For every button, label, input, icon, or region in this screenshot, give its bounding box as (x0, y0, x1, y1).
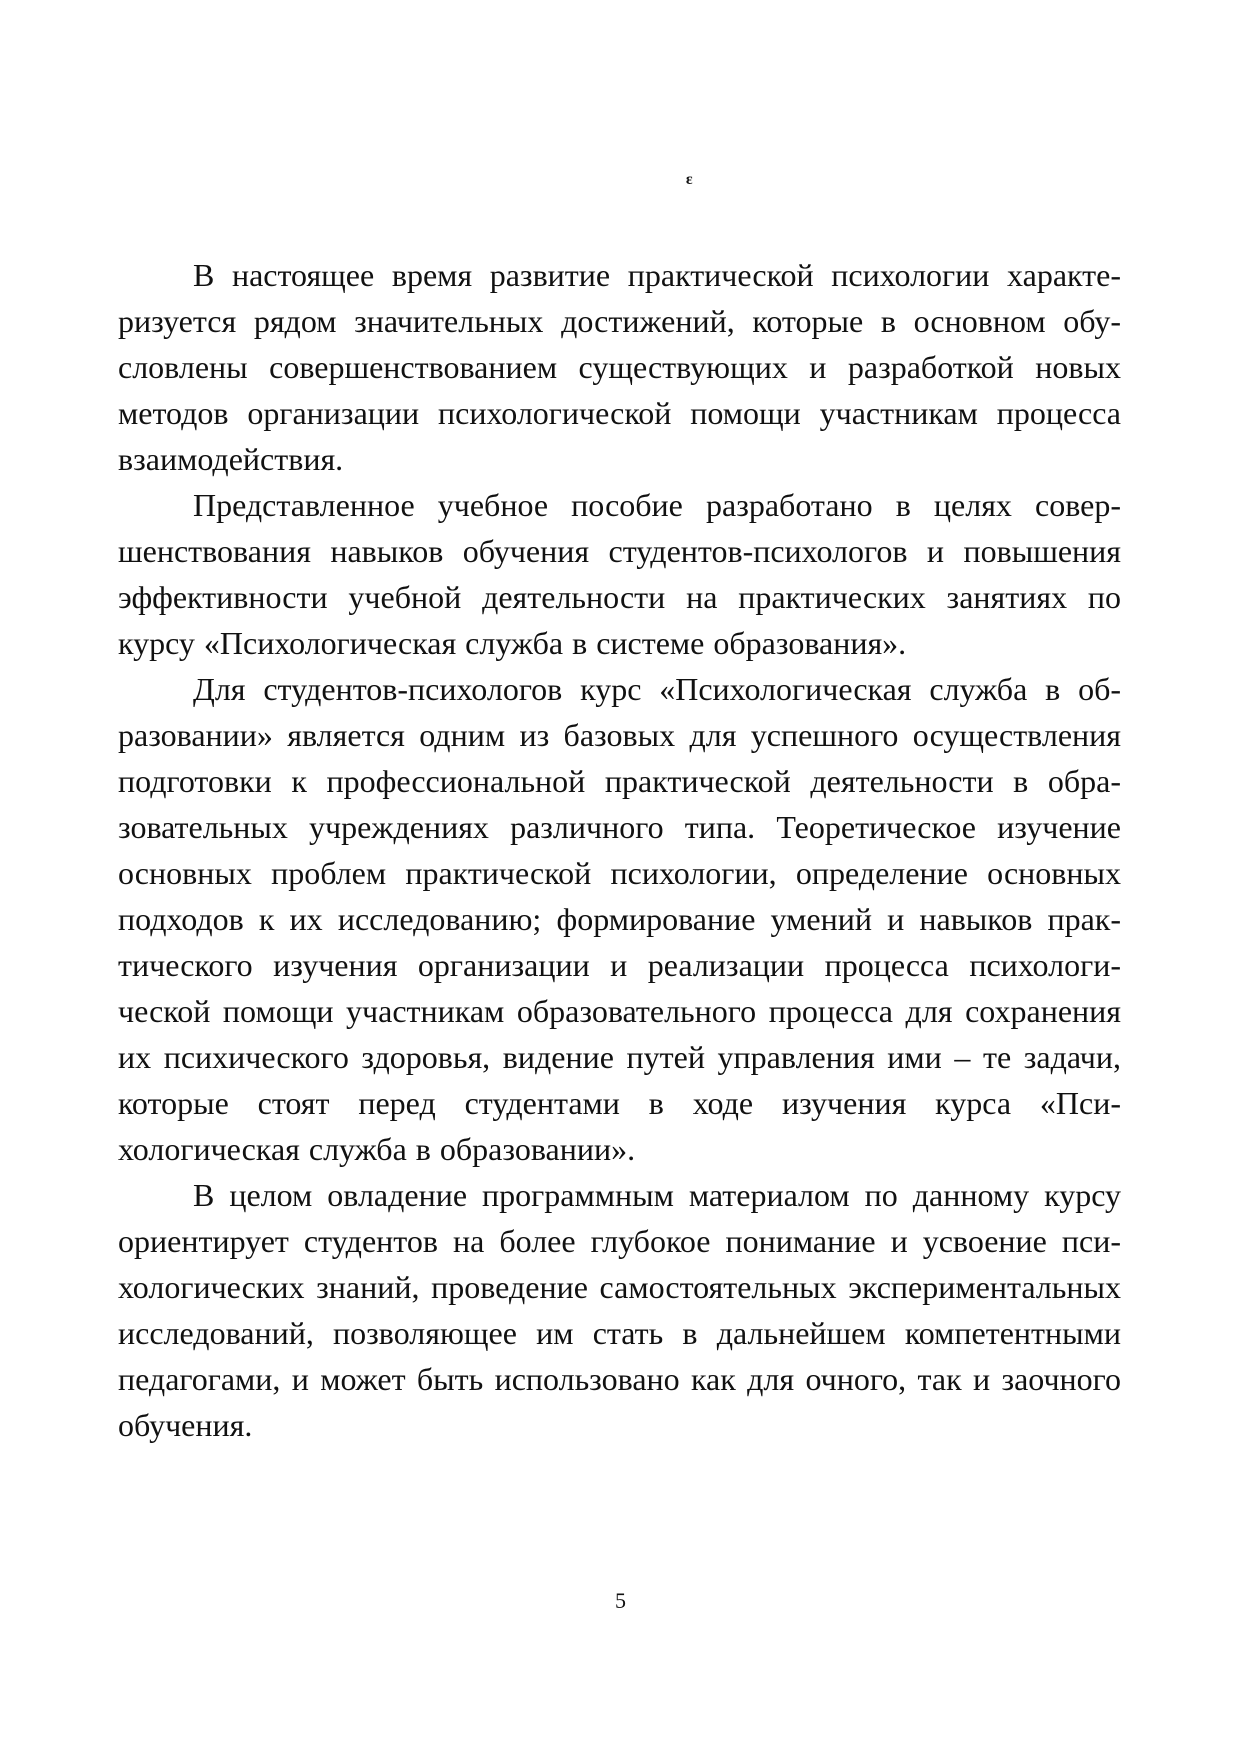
header-mark: ᵋ (686, 168, 693, 197)
page-number: 5 (615, 1588, 626, 1613)
paragraph-2: Представленное учебное пособие разработано в целях совершенствования навыков обучения студентов-психологов и повышения эффективности учебной деятельности на практических занятиях по курсу «Психологическая служба в системе образования». (118, 487, 1121, 661)
paragraph-4: В целом овладение программным материалом по данному курсу ориентирует студентов на более глубокое понимание и усвоение психологических знаний, проведение самостоятельных экспериментальных исследований, позволяющее им стать в дальнейшем компетентными педагогами, и может быть использовано как для очного, так и заочного обучения. (118, 1177, 1121, 1443)
paragraph-1: В настоящее время развитие практической психологии характеризуется рядом значительных достижений, которые в основном обусловлены совершенствованием существующих и разработкой новых методов организации психологической помощи участникам процесса взаимодействия. (118, 257, 1121, 477)
body-text (118, 252, 1121, 1448)
paragraph-3: Для студентов-психологов курс «Психологическая служба в образовании» является одним из базовых для успешного осуществления подготовки к профессиональной практической деятельности в образовательных учреждениях различного типа. Теоретическое изучение основных проблем практической психологии, определение основных подходов к их исследованию; формирование умений и навыков практического изучения организации и реализации процесса психологической помощи участникам образовательного процесса для сохранения их психического здоровья, видение путей управления ими – те задачи, которые стоят перед студентами в ходе изучения курса «Психологическая служба в образовании». (118, 671, 1121, 1167)
